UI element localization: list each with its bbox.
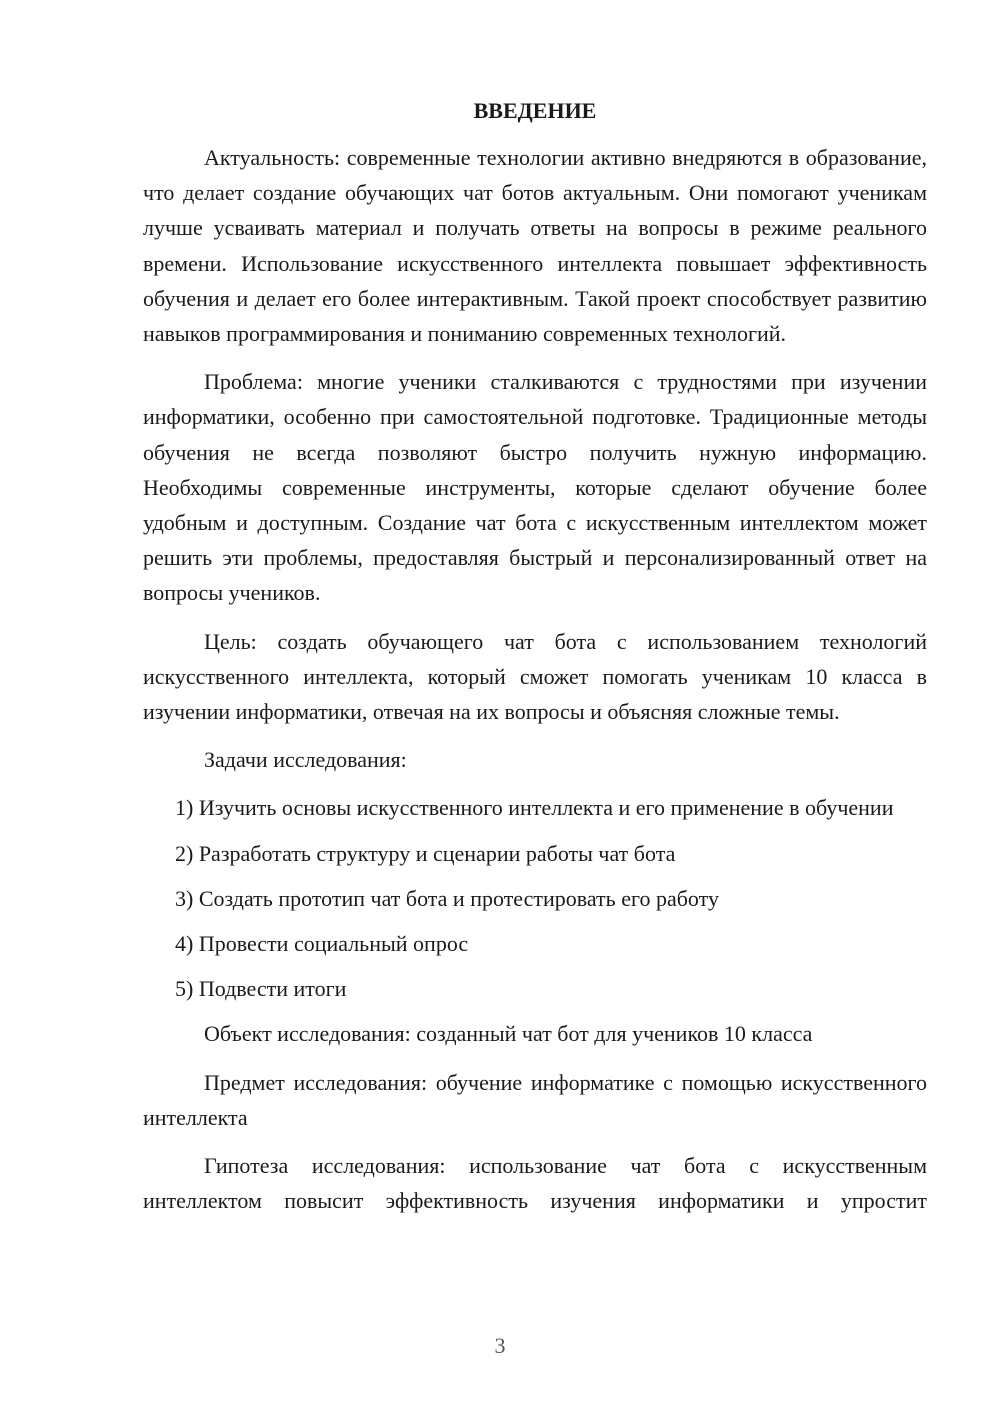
- paragraph-hypothesis: Гипотеза исследования: использование чат бота с искусственным интеллектом повысит эффективность изучения информатики и упростит: [143, 1153, 927, 1214]
- paragraph-object: Объект исследования: созданный чат бот для учеников 10 класса: [204, 1021, 813, 1047]
- task-item: 1) Изучить основы искусственного интеллекта и его применение в обучении: [175, 795, 894, 821]
- paragraph-relevance: Актуальность: современные технологии активно внедряются в образование, что делает создание обучающих чат ботов актуальным. Они помогают ученикам лучше усваивать материал и получать ответы на вопросы в режиме реального времени. Использование искусственного интеллекта повышает эффективность обучения и делает его более интерактивным. Такой проект способствует развитию навыков программирования и пониманию современных технологий.: [143, 145, 927, 347]
- page-title: ВВЕДЕНИЕ: [473, 98, 597, 123]
- page-number: 3: [494, 1333, 506, 1358]
- task-item: 3) Создать прототип чат бота и протестировать его работу: [175, 885, 719, 911]
- task-item: 2) Разработать структуру и сценарии работы чат бота: [175, 840, 676, 866]
- paragraph-subject: Предмет исследования: обучение информатике с помощью искусственного интеллекта: [143, 1069, 927, 1130]
- task-item: 5) Подвести итоги: [175, 976, 347, 1002]
- task-item: 4) Провести социальный опрос: [175, 931, 469, 957]
- paragraph-tasks-heading: Задачи исследования:: [204, 747, 407, 773]
- paragraph-problem: Проблема: многие ученики сталкиваются с трудностями при изучении информатики, особенно при самостоятельной подготовке. Традиционные методы обучения не всегда позволяют быстро получить нужную информацию. Необходимы современные инструменты, которые сделают обучение более удобным и доступным. Создание чат бота с искусственным интеллектом может решить эти проблемы, предоставляя быстрый и персонализированный ответ на вопросы учеников.: [143, 369, 927, 606]
- paragraph-goal: Цель: создать обучающего чат бота с использованием технологий искусственного интеллекта, который сможет помогать ученикам 10 класса в изучении информатики, отвечая на их вопросы и объясняя сложные темы.: [143, 628, 927, 725]
- page-content: [143, 96, 927, 1231]
